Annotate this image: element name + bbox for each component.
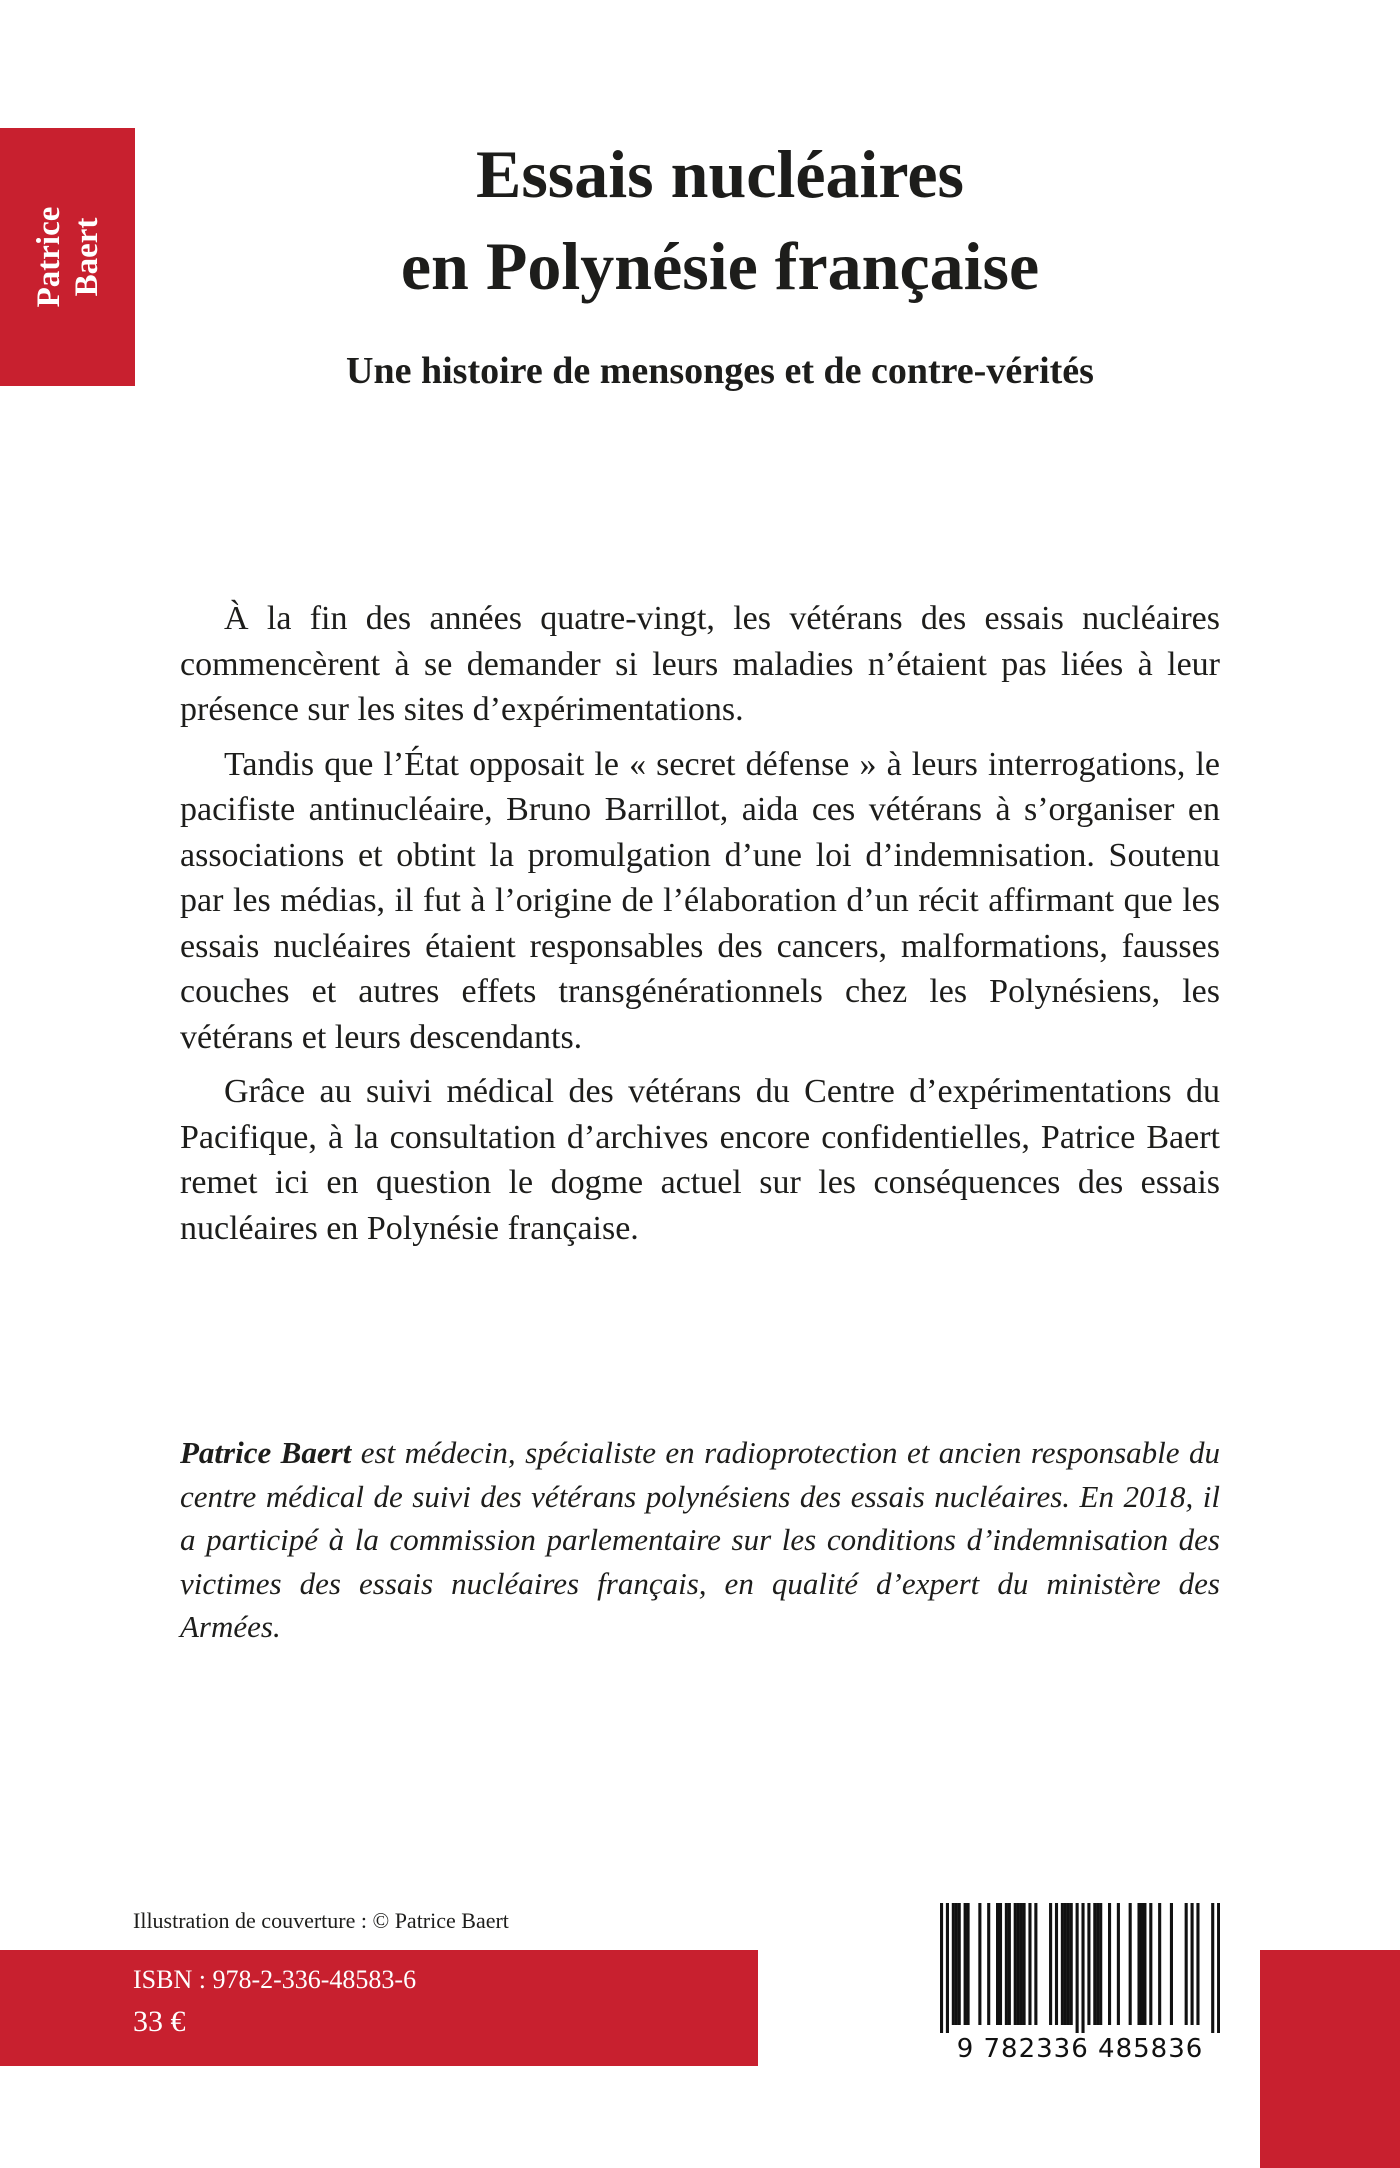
barcode-digits: 9 782336 485836 <box>956 2034 1204 2064</box>
barcode-bar <box>952 1903 955 2025</box>
corner-red-strip <box>1260 1950 1400 2168</box>
barcode-bar <box>1014 1903 1017 2025</box>
barcode-bar <box>1158 1903 1161 2025</box>
barcode-bar <box>1049 1903 1052 2025</box>
barcode-bar <box>1140 1903 1143 2025</box>
barcode-bar <box>1099 1903 1102 2025</box>
barcode-bar <box>1008 1903 1011 2025</box>
barcode-bar <box>987 1903 990 2025</box>
book-title-line-1: Essais nucléaires <box>475 136 965 212</box>
blurb-paragraph-3: Grâce au suivi médical des vétérans du Centre d’expérimentations du Pacifique, à la consultation d’archives encore confidentielles, Patrice Baert remet ici en question le dogme actuel sur les conséquences des essais nucléaires en Polynésie française. <box>180 1073 1220 1247</box>
barcode-bar <box>946 1903 949 2033</box>
barcode-bar <box>1170 1903 1173 2025</box>
barcode-bar <box>1034 1903 1037 2025</box>
barcode-bar <box>1055 1903 1058 2025</box>
barcode-bar <box>1076 1903 1079 2033</box>
book-title <box>200 128 1240 312</box>
barcode-bar <box>1217 1903 1220 2033</box>
barcode-bar <box>1143 1903 1146 2025</box>
barcode-bar <box>1196 1903 1199 2025</box>
barcode-bar <box>1023 1903 1026 2025</box>
barcode-bar <box>967 1903 970 2025</box>
barcode-bar <box>1070 1903 1073 2025</box>
barcode-bar <box>955 1903 958 2025</box>
blurb-paragraph-2: Tandis que l’État opposait le « secret défense » à leurs interrogations, le pacifiste antinucléaire, Bruno Barrillot, aida ces vétérans à s’organiser en associations et obtint la promulgation d’une loi d’indemnisation. Soutenu par les médias, il fut à l’origine de l’élaboration d’un récit affirmant que les essais nucléaires étaient responsables des cancers, malformations, fausses couches et autres effets transgénérationnels chez les Polynésiens, les vétérans et leurs descendants. <box>180 745 1220 1056</box>
barcode-bar <box>1017 1903 1020 2025</box>
bio-text: est médecin, spécialiste en radioprotection et ancien responsable du centre médical de suivi des vétérans polynésiens des essais nucléaires. En 2018, il a participé à la commission parlementaire sur les conditions d’indemnisation des victimes des essais nucléaires français, en qualité d’expert du ministère des Armées. <box>180 1435 1220 1644</box>
barcode-bar <box>964 1903 967 2025</box>
barcode-bar <box>1005 1903 1008 2025</box>
spine-author-name <box>30 207 106 308</box>
bio-author-name: Patrice Baert <box>180 1435 352 1470</box>
barcode-bar <box>1137 1903 1140 2025</box>
price-label: 33 € <box>133 2005 186 2038</box>
back-cover-blurb <box>180 596 1220 1260</box>
barcode-bar <box>999 1903 1002 2025</box>
barcode-bar <box>1064 1903 1067 2025</box>
barcode-bar <box>1093 1903 1096 2025</box>
barcode-bar <box>1067 1903 1070 2025</box>
barcode-bar <box>1081 1903 1084 2033</box>
barcode-bar <box>1061 1903 1064 2025</box>
barcode-bar <box>958 1903 961 2025</box>
spine-author-first-name: Patrice <box>30 206 67 308</box>
barcode-bar <box>996 1903 999 2025</box>
barcode-bar <box>978 1903 981 2025</box>
barcode-bar <box>1185 1903 1188 2025</box>
barcode-bar <box>1087 1903 1090 2025</box>
book-title-line-2: en Polynésie française <box>400 228 1040 304</box>
barcode <box>930 1895 1230 2070</box>
barcode-bar <box>1211 1903 1214 2033</box>
barcode-bar <box>1028 1903 1031 2025</box>
barcode-bar <box>940 1903 943 2033</box>
illustration-credit: Illustration de couverture : © Patrice Baert <box>133 1908 509 1933</box>
barcode-bar <box>1117 1903 1120 2025</box>
author-spine-tab <box>0 128 135 386</box>
author-bio <box>180 1431 1220 1649</box>
isbn-label: ISBN : 978-2-336-48583-6 <box>133 1965 417 1994</box>
blurb-paragraph-1: À la fin des années quatre-vingt, les vétérans des essais nucléaires commencèrent à se demander si leurs maladies n’étaient pas liées à leur présence sur les sites d’expérimentations. <box>180 600 1220 728</box>
spine-author-last-name: Baert <box>68 217 105 297</box>
barcode-bar <box>1149 1903 1152 2025</box>
price-band <box>0 1950 758 2066</box>
barcode-bar <box>1096 1903 1099 2025</box>
book-subtitle: Une histoire de mensonges et de contre-vérités <box>346 350 1094 392</box>
barcode-bar <box>1020 1903 1023 2025</box>
barcode-bars <box>940 1903 1220 2033</box>
barcode-bar <box>1191 1903 1194 2025</box>
barcode-bar <box>1129 1903 1132 2025</box>
barcode-bar <box>1108 1903 1111 2025</box>
